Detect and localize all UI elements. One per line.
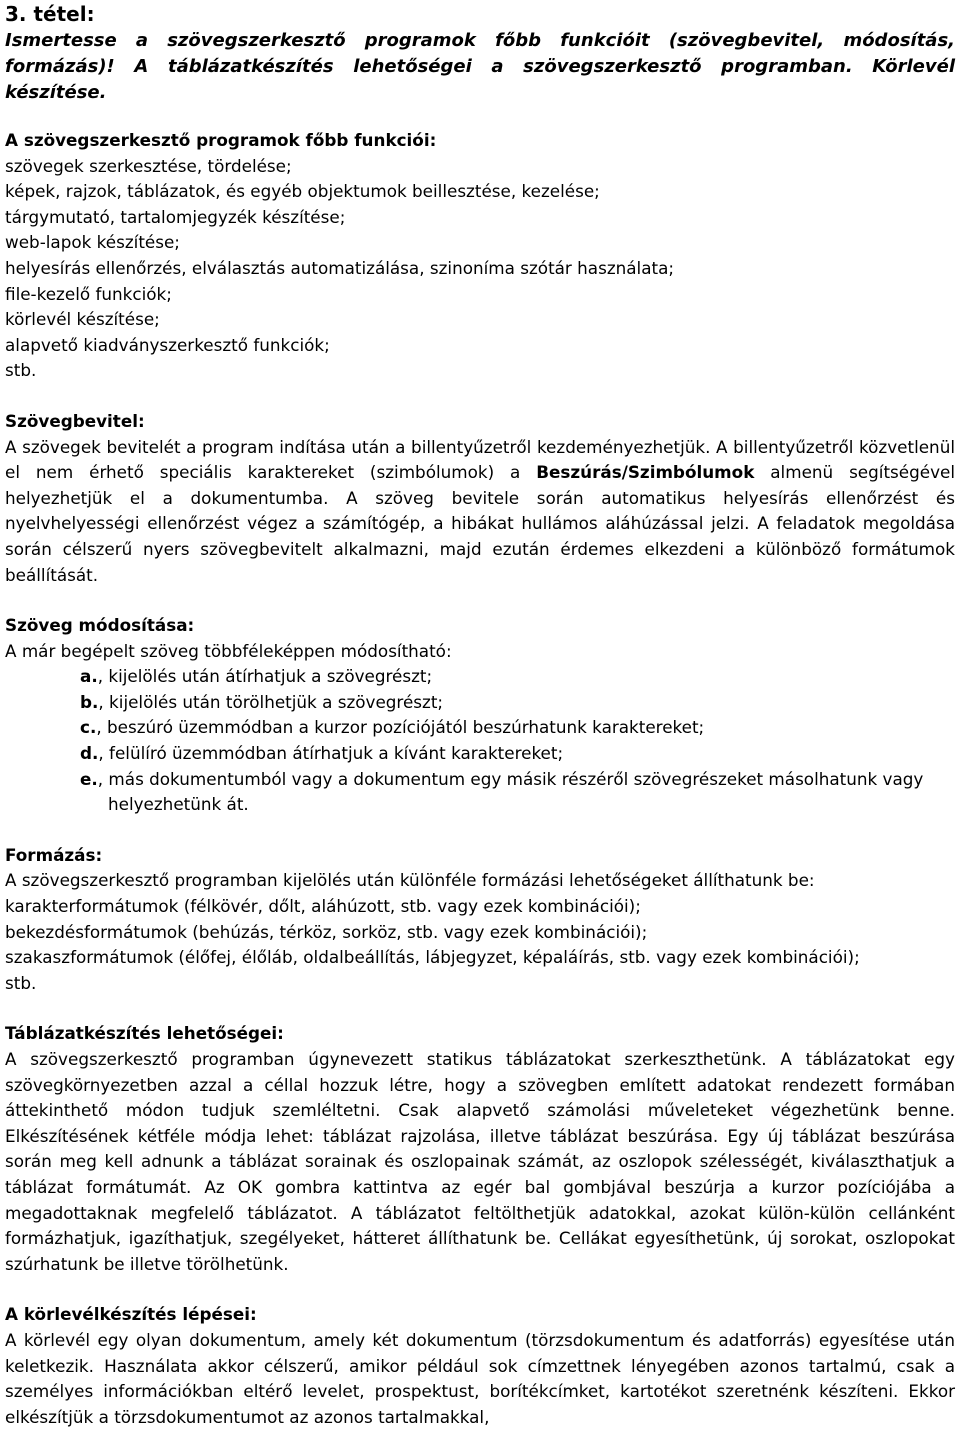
- list-item-text: , kijelölés után törölhetjük a szövegrészt;: [98, 691, 444, 712]
- list-item-text: , felülíró üzemmódban átírhatjuk a kívánt karaktereket;: [98, 743, 564, 764]
- functions-item: file-kezelő funkciók;: [5, 283, 172, 304]
- format-line: szakaszformátumok (élőfej, élőláb, oldalbeállítás, lábjegyzet, képaláírás, stb. vagy ezek kombinációi);: [5, 947, 860, 968]
- list-item-text: , beszúró üzemmódban a kurzor pozíciójától beszúrhatunk karaktereket;: [96, 717, 705, 738]
- modify-heading: Szöveg módosítása:: [5, 615, 195, 636]
- mailmerge-section: [5, 1302, 955, 1430]
- tables-paragraph: A szövegszerkesztő programban úgynevezett statikus táblázatokat szerkeszthetünk. A táblázatokat egy szövegkörnyezetben azzal a céllal hozzuk létre, hogy a szövegben említett adatokat rendezett formában áttekinthető módon tudjuk szemléltetni. Csak alapvető számolási műveleteket végezhetünk benne. Elkészítésének kétféle módja lehet: táblázat rajzolása, illetve táblázat beszúrása. Egy új táblázat beszúrása során meg kell adnunk a táblázat sorainak és oszlopainak számát, az oszlopok szélességét, kiválaszthatjuk a táblázat formátumát. Az OK gombra kattintva az egér bal gombjával beszúrja a kurzor pozíciójába a megadottaknak megfelelő táblázatot. A táblázatot feltölthetjük adatokkal, azokat külön-külön cellánként formázhatjuk, igazíthatjuk, szegélyeket, hátteret állíthatunk be. Cellákat egyesíthetünk, új sorokat, oszlopokat szúrhatunk be illetve törölhetünk.: [5, 1049, 955, 1274]
- input-menu-path: Beszúrás/Szimbólumok: [536, 462, 755, 483]
- functions-item: körlevél készítése;: [5, 309, 160, 330]
- format-line: bekezdésformátumok (behúzás, térköz, sorköz, stb. vagy ezek kombinációi);: [5, 921, 648, 942]
- functions-item: stb.: [5, 360, 37, 381]
- tables-section: [5, 1021, 955, 1277]
- task-description: Ismertesse a szövegszerkesztő programok főbb funkcióit (szövegbevitel, módosítás, formázás)! A táblázatkészítés lehetőségei a szövegszerkesztő programban. Körlevél készítése.: [5, 30, 955, 103]
- list-item: [80, 767, 955, 818]
- list-item-text: , más dokumentumból vagy a dokumentum egy másik részéről szövegrészeket másolhatunk vagy helyezhetünk át.: [97, 768, 924, 815]
- format-line: karakterformátumok (félkövér, dőlt, aláhúzott, stb. vagy ezek kombinációi);: [5, 896, 641, 917]
- list-item-label: b.: [80, 691, 99, 712]
- input-section: [5, 409, 955, 588]
- page-title: 3. tétel:: [5, 2, 95, 26]
- mailmerge-heading: A körlevélkészítés lépései:: [5, 1304, 257, 1325]
- functions-item: tárgymutató, tartalomjegyzék készítése;: [5, 206, 346, 227]
- list-item: [80, 715, 955, 741]
- list-item-label: c.: [80, 717, 97, 738]
- list-item: [80, 741, 955, 767]
- functions-item: helyesírás ellenőrzés, elválasztás automatizálása, szinoníma szótár használata;: [5, 257, 675, 278]
- mailmerge-paragraph: A körlevél egy olyan dokumentum, amely két dokumentum (törzsdokumentum és adatforrás) egyesítése után keletkezik. Használata akkor célszerű, amikor például sok címzettnek lényegében azonos tartalmú, csak a személyes információkban eltérő levelet, prospektust, borítékcímket, kartotékot szeretnénk készíteni. Ekkor elkészítjük a törzsdokumentumot az azonos tartalmakkal,: [5, 1329, 955, 1427]
- format-line: A szövegszerkesztő programban kijelölés után különféle formázási lehetőségeket állíthatunk be:: [5, 870, 815, 891]
- list-item-label: d.: [80, 743, 99, 764]
- format-section: [5, 843, 955, 997]
- format-heading: Formázás:: [5, 844, 103, 865]
- input-paragraph: [5, 435, 955, 589]
- list-item-label: e.: [80, 768, 98, 789]
- functions-item: web-lapok készítése;: [5, 232, 180, 253]
- modify-intro: A már begépelt szöveg többféleképpen módosítható:: [5, 640, 452, 661]
- document-page: [0, 2, 960, 1427]
- input-text-1: A szövegek bevitelét a program indítása után a billentyűzetről kezdeményezhetjük. A billentyűzetről közvetlenül el nem érhető speciális karaktereket (szimbólumok) a: [5, 436, 955, 483]
- list-item: [80, 664, 955, 690]
- functions-item: alapvető kiadványszerkesztő funkciók;: [5, 334, 330, 355]
- modify-section: [5, 613, 955, 818]
- modify-list: [5, 664, 955, 818]
- list-item-label: a.: [80, 666, 98, 687]
- list-item: [80, 690, 955, 716]
- tables-heading: Táblázatkészítés lehetőségei:: [5, 1023, 284, 1044]
- list-item-text: , kijelölés után átírhatjuk a szövegrészt;: [97, 666, 433, 687]
- input-text-2: almenü segítségével helyezhetjük el a dokumentumba. A szöveg bevitele során automatikus helyesírás ellenőrzést és nyelvhelyességi ellenőrzést végez a számítógép, a hibákat hullámos aláhúzással jelzi. A feladatok megoldása során célszerű nyers szövegbevitelt alkalmazni, majd ezután érdemes elkezdeni a különböző formátumok beállítását.: [5, 462, 955, 585]
- format-line: stb.: [5, 972, 37, 993]
- functions-section: [5, 128, 955, 384]
- functions-item: képek, rajzok, táblázatok, és egyéb objektumok beillesztése, kezelése;: [5, 181, 600, 202]
- input-heading: Szövegbevitel:: [5, 410, 145, 431]
- functions-heading: A szövegszerkesztő programok főbb funkciói:: [5, 130, 437, 150]
- functions-item: szövegek szerkesztése, tördelése;: [5, 155, 292, 176]
